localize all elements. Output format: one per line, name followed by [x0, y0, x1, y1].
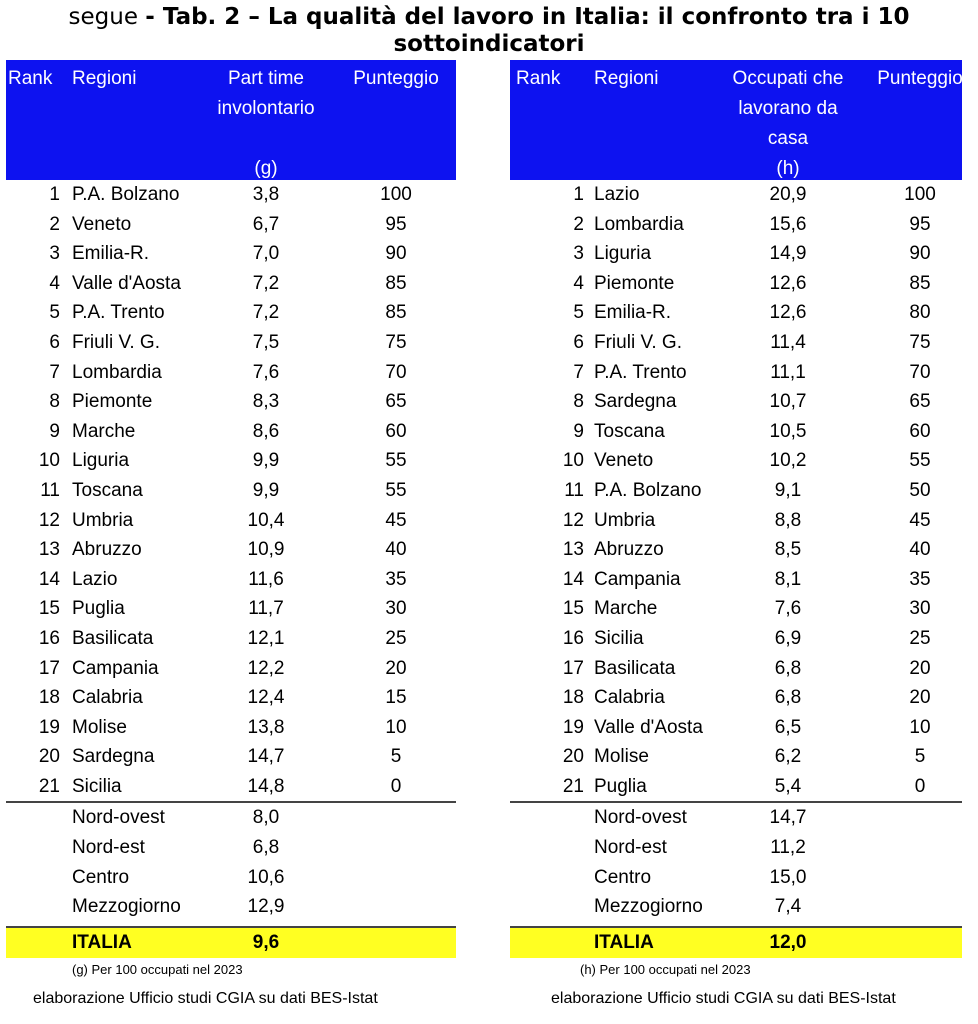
region-cell: P.A. Trento	[72, 302, 165, 324]
region-cell: Marche	[72, 420, 136, 442]
score-cell: 35	[909, 568, 931, 590]
rank-cell: 6	[49, 331, 60, 353]
area-row	[6, 803, 456, 833]
value-cell: 7,2	[252, 302, 280, 324]
table-row	[6, 417, 456, 447]
score-cell: 85	[385, 302, 407, 324]
region-cell: Mezzogiorno	[594, 896, 703, 918]
region-cell: Basilicata	[594, 657, 676, 679]
table-row	[6, 358, 456, 388]
region-cell: Sardegna	[594, 391, 677, 413]
value-cell: 10,4	[247, 509, 285, 531]
score-cell: 75	[385, 331, 407, 353]
area-row	[510, 863, 962, 893]
header-rank: Rank	[516, 68, 561, 89]
score-cell: 65	[909, 391, 931, 413]
area-row	[6, 892, 456, 922]
region-cell: Mezzogiorno	[72, 896, 181, 918]
rank-cell: 4	[573, 272, 584, 294]
table-row	[510, 624, 962, 654]
score-cell: 85	[909, 272, 931, 294]
score-cell: 60	[909, 420, 931, 442]
region-cell: P.A. Bolzano	[72, 184, 180, 205]
value-cell: 7,0	[252, 243, 280, 265]
rank-cell: 8	[49, 391, 60, 413]
table-header	[6, 60, 456, 180]
table-row	[6, 683, 456, 713]
region-cell: Puglia	[72, 598, 125, 620]
region-cell: Nord-ovest	[72, 807, 165, 829]
value-cell: 7,6	[774, 598, 802, 620]
rank-cell: 12	[38, 509, 60, 531]
rank-cell: 6	[573, 331, 584, 353]
region-cell: Piemonte	[72, 391, 153, 413]
value-cell: 20,9	[769, 184, 807, 205]
value-cell: 3,8	[252, 184, 280, 205]
table-row	[510, 358, 962, 388]
value-cell: 14,8	[247, 775, 285, 797]
region-cell: Toscana	[72, 479, 143, 501]
score-cell: 45	[385, 509, 407, 531]
score-cell: 65	[385, 391, 407, 413]
header-indicator: Part time involontario	[217, 68, 315, 119]
table-row	[510, 565, 962, 595]
table-row	[510, 446, 962, 476]
value-cell: 8,5	[774, 539, 802, 561]
table-home-working	[510, 60, 962, 958]
score-cell: 35	[385, 568, 407, 590]
rank-cell: 5	[49, 302, 60, 324]
table-row	[6, 535, 456, 565]
score-cell: 25	[385, 627, 407, 649]
value-cell: 14,7	[769, 807, 807, 829]
table-row	[510, 742, 962, 772]
score-cell: 60	[385, 420, 407, 442]
rank-cell: 13	[562, 539, 584, 561]
score-cell: 0	[390, 775, 402, 797]
area-rows	[510, 803, 962, 921]
table-row	[6, 594, 456, 624]
value-cell: 12,2	[247, 657, 285, 679]
score-cell: 80	[909, 302, 931, 324]
region-cell: Abruzzo	[594, 539, 664, 561]
header-rank: Rank	[8, 68, 53, 89]
table-row	[6, 565, 456, 595]
title-main: - Tab. 2 – La qualità del lavoro in Italia: il confronto tra i 10 sottoindicatori	[145, 4, 910, 57]
score-cell: 10	[909, 716, 931, 738]
score-cell: 20	[385, 657, 407, 679]
value-cell: 10,6	[247, 866, 285, 888]
rank-cell: 16	[38, 627, 60, 649]
value-cell: 14,7	[247, 746, 285, 768]
rank-cell: 8	[573, 391, 584, 413]
value-cell: 14,9	[769, 243, 807, 265]
page-title	[0, 4, 978, 58]
region-cell: Molise	[72, 716, 127, 738]
region-cell: Calabria	[72, 687, 143, 709]
rank-cell: 21	[562, 775, 584, 797]
table-row	[6, 446, 456, 476]
table-row	[510, 594, 962, 624]
table-row	[6, 624, 456, 654]
value-cell: 12,6	[769, 272, 807, 294]
header-unit: (g)	[254, 158, 278, 179]
region-cell: Liguria	[72, 450, 130, 472]
value-cell: 7,6	[252, 361, 280, 383]
rank-cell: 13	[38, 539, 60, 561]
rank-cell: 4	[49, 272, 60, 294]
score-cell: 95	[909, 213, 931, 235]
header-unit: (h)	[776, 158, 800, 179]
rank-cell: 11	[40, 479, 60, 501]
region-cell: Campania	[72, 657, 159, 679]
table-row	[510, 476, 962, 506]
rank-cell: 10	[562, 450, 584, 472]
score-cell: 70	[909, 361, 931, 383]
value-cell: 11,6	[248, 568, 284, 590]
value-cell: 11,4	[770, 331, 806, 353]
score-cell: 20	[909, 657, 931, 679]
region-cell: Nord-est	[72, 837, 145, 859]
region-cell: Nord-ovest	[594, 807, 687, 829]
table-row	[6, 328, 456, 358]
score-cell: 75	[909, 331, 931, 353]
region-cell: Veneto	[72, 213, 132, 235]
table-row	[510, 772, 962, 802]
table-row	[510, 535, 962, 565]
rank-cell: 17	[562, 657, 584, 679]
footnote-right: (h) Per 100 occupati nel 2023	[580, 962, 751, 977]
rank-cell: 12	[562, 509, 584, 531]
score-cell: 95	[385, 213, 407, 235]
rank-cell: 3	[573, 243, 584, 265]
region-cell: Umbria	[72, 509, 134, 531]
rank-cell: 3	[49, 243, 60, 265]
rank-cell: 20	[38, 746, 60, 768]
region-cell: P.A. Trento	[594, 361, 687, 383]
rank-cell: 21	[38, 775, 60, 797]
table-row	[510, 298, 962, 328]
value-cell: 13,8	[247, 716, 285, 738]
score-cell: 15	[385, 687, 407, 709]
area-row	[6, 833, 456, 863]
italia-row	[510, 926, 962, 958]
value-cell: 8,8	[774, 509, 802, 531]
score-cell: 90	[385, 243, 407, 265]
rank-cell: 9	[573, 420, 584, 442]
header-region: Regioni	[72, 68, 137, 89]
score-cell: 100	[904, 184, 936, 205]
value-cell: 10,5	[769, 420, 807, 442]
value-cell: 6,2	[774, 746, 802, 768]
region-cell: Sicilia	[594, 627, 644, 649]
italia-value: 12,0	[769, 931, 807, 953]
region-cell: Calabria	[594, 687, 665, 709]
table-row	[6, 210, 456, 240]
table-row	[510, 210, 962, 240]
table-row	[510, 180, 962, 210]
italia-label: ITALIA	[72, 931, 132, 953]
rank-cell: 18	[38, 687, 60, 709]
rank-cell: 5	[573, 302, 584, 324]
region-cell: Sicilia	[72, 775, 122, 797]
rank-cell: 7	[573, 361, 584, 383]
region-cell: Liguria	[594, 243, 652, 265]
value-cell: 5,4	[774, 775, 802, 797]
table-row	[6, 476, 456, 506]
value-cell: 8,1	[774, 568, 802, 590]
score-cell: 45	[909, 509, 931, 531]
table-body	[510, 180, 962, 801]
rank-cell: 19	[38, 716, 60, 738]
region-cell: Umbria	[594, 509, 656, 531]
value-cell: 15,0	[769, 866, 807, 888]
rank-cell: 19	[562, 716, 584, 738]
rank-cell: 7	[49, 361, 60, 383]
area-row	[510, 833, 962, 863]
score-cell: 0	[914, 775, 926, 797]
region-cell: Lombardia	[72, 361, 162, 383]
region-cell: Valle d'Aosta	[72, 272, 181, 294]
region-cell: Basilicata	[72, 627, 154, 649]
region-cell: Lombardia	[594, 213, 684, 235]
value-cell: 6,8	[774, 657, 802, 679]
region-cell: Campania	[594, 568, 681, 590]
value-cell: 6,8	[252, 837, 280, 859]
table-row	[510, 506, 962, 536]
value-cell: 7,2	[252, 272, 280, 294]
title-prefix: segue	[68, 4, 146, 30]
italia-value: 9,6	[252, 931, 280, 953]
region-cell: Puglia	[594, 775, 647, 797]
value-cell: 15,6	[769, 213, 807, 235]
value-cell: 10,7	[769, 391, 807, 413]
region-cell: Lazio	[594, 184, 640, 205]
value-cell: 6,7	[252, 213, 280, 235]
region-cell: Abruzzo	[72, 539, 142, 561]
region-cell: Valle d'Aosta	[594, 716, 703, 738]
rank-cell: 9	[49, 420, 60, 442]
source-right: elaborazione Ufficio studi CGIA su dati BES-Istat	[551, 990, 896, 1007]
region-cell: Toscana	[594, 420, 665, 442]
region-cell: Emilia-R.	[72, 243, 150, 265]
table-row	[6, 387, 456, 417]
table-row	[510, 417, 962, 447]
table-row	[510, 328, 962, 358]
value-cell: 7,5	[252, 331, 280, 353]
value-cell: 12,1	[247, 627, 285, 649]
score-cell: 20	[909, 687, 931, 709]
value-cell: 8,0	[252, 807, 280, 829]
table-row	[510, 654, 962, 684]
area-row	[6, 863, 456, 893]
table-row	[510, 683, 962, 713]
rank-cell: 14	[38, 568, 60, 590]
value-cell: 6,5	[774, 716, 802, 738]
value-cell: 7,4	[774, 896, 802, 918]
rank-cell: 18	[562, 687, 584, 709]
rank-cell: 17	[38, 657, 60, 679]
score-cell: 25	[909, 627, 931, 649]
region-cell: Friuli V. G.	[594, 331, 682, 353]
score-cell: 70	[385, 361, 407, 383]
score-cell: 55	[385, 479, 407, 501]
value-cell: 6,8	[774, 687, 802, 709]
score-cell: 40	[385, 539, 407, 561]
table-row	[6, 506, 456, 536]
table-row	[6, 239, 456, 269]
region-cell: Veneto	[594, 450, 654, 472]
table-row	[6, 269, 456, 299]
region-cell: P.A. Bolzano	[594, 479, 702, 501]
value-cell: 8,6	[252, 420, 280, 442]
region-cell: Emilia-R.	[594, 302, 672, 324]
area-row	[510, 892, 962, 922]
value-cell: 10,9	[247, 539, 285, 561]
table-row	[510, 269, 962, 299]
table-row	[6, 654, 456, 684]
score-cell: 55	[909, 450, 931, 472]
region-cell: Nord-est	[594, 837, 667, 859]
value-cell: 9,1	[774, 479, 802, 501]
area-row	[510, 803, 962, 833]
header-region: Regioni	[594, 68, 659, 89]
rank-cell: 2	[49, 213, 60, 235]
table-body	[6, 180, 456, 801]
value-cell: 9,9	[252, 450, 280, 472]
rank-cell: 11	[564, 479, 584, 501]
rank-cell: 20	[562, 746, 584, 768]
score-cell: 55	[385, 450, 407, 472]
value-cell: 11,7	[248, 598, 284, 620]
region-cell: Lazio	[72, 568, 118, 590]
table-row	[6, 742, 456, 772]
region-cell: Marche	[594, 598, 658, 620]
score-cell: 90	[909, 243, 931, 265]
table-row	[6, 298, 456, 328]
value-cell: 12,4	[247, 687, 285, 709]
table-row	[6, 713, 456, 743]
value-cell: 11,2	[770, 837, 806, 859]
table-row	[6, 180, 456, 210]
score-cell: 10	[385, 716, 407, 738]
rank-cell: 16	[562, 627, 584, 649]
score-cell: 5	[390, 746, 402, 768]
table-header	[510, 60, 962, 180]
area-rows	[6, 803, 456, 921]
score-cell: 50	[909, 479, 931, 501]
header-score: Punteggio	[877, 68, 963, 89]
region-cell: Piemonte	[594, 272, 675, 294]
table-row	[510, 387, 962, 417]
score-cell: 40	[909, 539, 931, 561]
source-left: elaborazione Ufficio studi CGIA su dati BES-Istat	[33, 990, 378, 1007]
region-cell: Centro	[594, 866, 652, 888]
region-cell: Centro	[72, 866, 130, 888]
italia-label: ITALIA	[594, 931, 654, 953]
rank-cell: 2	[573, 213, 584, 235]
region-cell: Friuli V. G.	[72, 331, 160, 353]
score-cell: 30	[909, 598, 931, 620]
rank-cell: 15	[562, 598, 584, 620]
rank-cell: 14	[562, 568, 584, 590]
header-indicator: Occupati che lavorano da casa	[732, 68, 844, 149]
rank-cell: 10	[38, 450, 60, 472]
value-cell: 9,9	[252, 479, 280, 501]
score-cell: 100	[380, 184, 412, 205]
footnote-left: (g) Per 100 occupati nel 2023	[72, 962, 243, 977]
value-cell: 8,3	[252, 391, 280, 413]
value-cell: 12,6	[769, 302, 807, 324]
region-cell: Sardegna	[72, 746, 155, 768]
table-row	[510, 713, 962, 743]
score-cell: 85	[385, 272, 407, 294]
table-row	[6, 772, 456, 802]
rank-cell: 15	[38, 598, 60, 620]
value-cell: 6,9	[774, 627, 802, 649]
value-cell: 10,2	[769, 450, 807, 472]
value-cell: 11,1	[770, 361, 806, 383]
score-cell: 30	[385, 598, 407, 620]
table-row	[510, 239, 962, 269]
header-score: Punteggio	[353, 68, 439, 89]
italia-row	[6, 926, 456, 958]
rank-cell: 1	[49, 184, 60, 205]
value-cell: 12,9	[247, 896, 285, 918]
rank-cell: 1	[573, 184, 584, 205]
region-cell: Molise	[594, 746, 649, 768]
score-cell: 5	[914, 746, 926, 768]
table-part-time	[6, 60, 456, 958]
